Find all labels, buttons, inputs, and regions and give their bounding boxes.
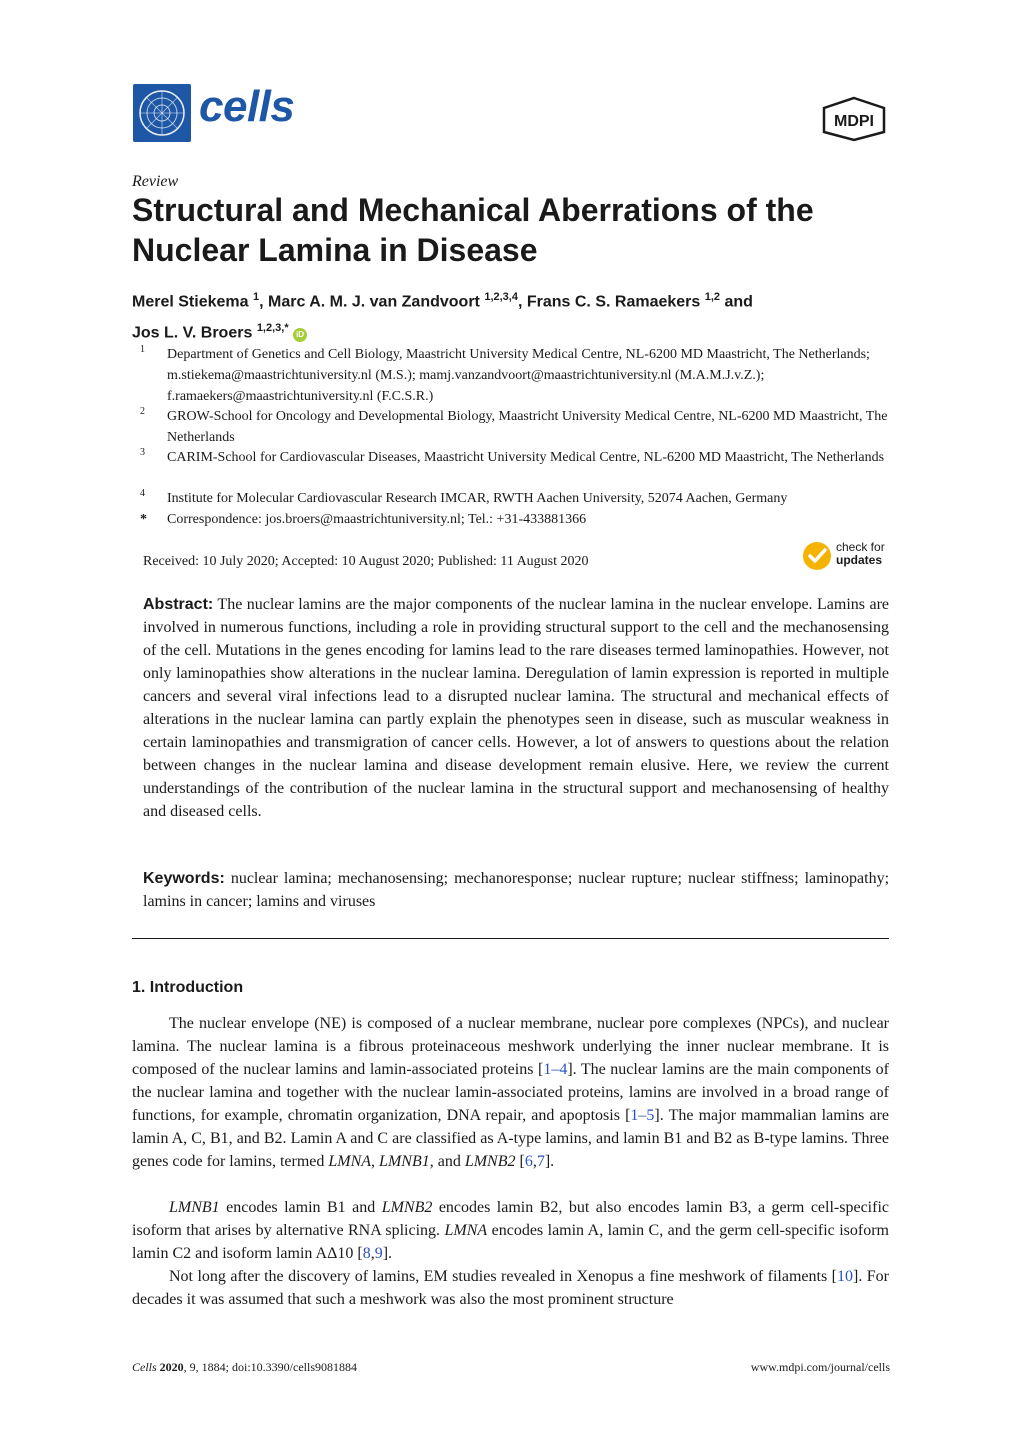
- body-paragraph: [132, 1265, 889, 1311]
- orcid-icon[interactable]: iD: [293, 328, 307, 342]
- footer-doi: , 9, 1884; doi:10.3390/cells9081884: [183, 1360, 357, 1374]
- body-paragraph: [132, 1012, 889, 1173]
- gene-name: LMNB2: [464, 1153, 516, 1170]
- paragraph-text: ,: [371, 1153, 380, 1170]
- gene-name: LMNA: [328, 1153, 372, 1170]
- paragraph-text: ,: [532, 1153, 537, 1170]
- author-list: Merel Stiekema $^1$, Marc A. M. J. van Zandvoort $^{1,2,3,4}$, Frans C. S. Ramaekers $^{1,2}$ and Jos L. V. Broers $^{1,2,3,*}$ iD: [132, 291, 753, 342]
- author-affiliation-sup: 1,2,3,*: [256, 322, 289, 335]
- author-name[interactable]: Marc A. M. J. van Zandvoort: [267, 293, 480, 311]
- author-name[interactable]: Jos L. V. Broers: [132, 324, 253, 342]
- paragraph-text: The nuclear envelope (NE) is composed of a nuclear membrane, nuclear pore complexes (NPCs), and nuclear lamina. The nuclear lamina is a fibrous proteinaceous meshwork underlying the inner nuclear membrane. It is composed of the nuclear lamins and lamin-associated proteins [: [132, 1015, 889, 1078]
- paragraph-text: Not long after the discovery of lamins, EM studies revealed in Xenopus a fine meshwork of filaments [: [169, 1268, 837, 1285]
- affiliation-text: Institute for Molecular Cardiovascular Research IMCAR, RWTH Aachen University, 52074 Aachen, Germany: [167, 491, 788, 506]
- section-heading: 1. Introduction: [132, 979, 244, 996]
- abstract-label: Abstract:: [143, 596, 214, 613]
- author-affiliation-sup: 1,2,3,4: [484, 291, 518, 303]
- gene-name: LMNA: [444, 1222, 488, 1239]
- affiliation-item: [140, 488, 890, 509]
- check-updates-label[interactable]: [836, 541, 885, 567]
- paragraph-text: [: [515, 1153, 525, 1170]
- citation-link[interactable]: 10: [836, 1268, 853, 1285]
- citation-link[interactable]: 8: [362, 1245, 371, 1262]
- article-type: Review: [132, 173, 179, 190]
- paragraph-text: ]. The major mammalian lamins are lamin A, C, B1, and B2. Lamin A and C are classified as A-type lamins, and lamin B1 and B2 as B-type lamins. Three genes code for lamins, termed: [132, 1107, 889, 1170]
- affiliation-text: CARIM-School for Cardiovascular Diseases, Maastricht University Medical Centre, NL-6200 MD Maastricht, The Netherlands: [167, 450, 885, 465]
- affiliation-text: Correspondence: jos.broers@maastrichtuniversity.nl; Tel.: +31-433881366: [167, 512, 587, 527]
- affiliation-item: [140, 447, 890, 489]
- author-name[interactable]: Merel Stiekema: [132, 293, 249, 311]
- paragraph-text: ]. For decades it was assumed that such a meshwork was also the most prominent structure: [132, 1268, 889, 1308]
- paragraph-text: ,: [370, 1245, 375, 1262]
- paragraph-text: encodes lamin A, lamin C, and the germ cell-specific isoform lamin C2 and isoform lamin AΔ10 [: [132, 1222, 889, 1262]
- check-updates-line1: check for: [836, 540, 885, 554]
- gene-name: LMNB1: [379, 1153, 430, 1170]
- keywords: [143, 867, 889, 913]
- citation-link[interactable]: 7: [536, 1153, 545, 1170]
- page-title: Structural and Mechanical Aberrations of the Nuclear Lamina in Disease: [132, 192, 814, 268]
- paragraph-text: ]. The nuclear lamins are the main components of the nuclear lamina and together with the nuclear lamin-associated proteins, lamins are involved in a broad range of functions, for example, chromatin organization, DNA repair, and apoptosis [: [132, 1061, 890, 1124]
- affiliation-number: 1: [140, 344, 145, 355]
- author-affiliation-sup: 1,2: [704, 291, 721, 303]
- body-paragraph: [132, 1196, 889, 1265]
- affiliation-text: Department of Genetics and Cell Biology, Maastricht University Medical Centre, NL-6200 MD Maastricht, The Netherlands; m.stiekema@maastrichtuniversity.nl (M.S.); mamj.vanzandvoort@maastrichtuniversity.nl (M.A.M.J.v.Z.); f.ramaekers@maastrichtuniversity.nl (F.C.S.R.): [167, 347, 870, 404]
- affiliation-number: 2: [140, 406, 145, 417]
- affiliation-item: [140, 406, 890, 448]
- affiliation-number: 3: [140, 447, 145, 458]
- journal-url[interactable]: www.mdpi.com/journal/cells: [750, 1360, 890, 1374]
- journal-name: cells: [199, 82, 295, 131]
- publisher-name: MDPI: [834, 113, 874, 130]
- citation-link[interactable]: 9: [374, 1245, 383, 1262]
- publication-dates: Received: 10 July 2020; Accepted: 10 August 2020; Published: 11 August 2020: [143, 554, 589, 569]
- citation-footer: [132, 1360, 357, 1375]
- gene-name: LMNB1: [169, 1199, 220, 1216]
- gene-name: LMNB2: [381, 1199, 433, 1216]
- paragraph-text: encodes lamin B2, but also encodes lamin B3, a germ cell-specific isoform that arises by alternative RNA splicing.: [132, 1199, 889, 1239]
- paragraph-text: , and: [429, 1153, 465, 1170]
- affiliation-number: *: [140, 512, 147, 527]
- check-updates-line2: updates: [836, 553, 883, 567]
- author-conjunction: and: [724, 293, 753, 311]
- abstract: [143, 593, 889, 823]
- affiliation-text: GROW-School for Oncology and Developmental Biology, Maastricht University Medical Centre, NL-6200 MD Maastricht, The Netherlands: [167, 409, 888, 445]
- keywords-label: Keywords:: [143, 870, 225, 887]
- affiliation-number: 4: [140, 488, 145, 499]
- divider: [132, 938, 889, 939]
- mdpi-logo: [820, 96, 888, 142]
- correspondence: [140, 509, 890, 530]
- journal-logo-icon: [133, 84, 191, 142]
- footer-journal: Cells: [132, 1360, 157, 1374]
- author-affiliation-sup: 1: [252, 291, 260, 303]
- affiliation-item: [140, 344, 890, 406]
- citation-link[interactable]: 1–4: [543, 1061, 568, 1078]
- paragraph-text: ].: [544, 1153, 555, 1170]
- paragraph-text: encodes lamin B1 and: [219, 1199, 382, 1216]
- keywords-text: nuclear lamina; mechanosensing; mechanoresponse; nuclear rupture; nuclear stiffness; laminopathy; lamins in cancer; lamins and viruses: [143, 870, 890, 910]
- author-name[interactable]: Frans C. S. Ramaekers: [526, 293, 701, 311]
- paragraph-text: ].: [382, 1245, 393, 1262]
- check-updates-icon: [802, 540, 834, 572]
- footer-year: 2020: [159, 1360, 184, 1374]
- citation-link[interactable]: 6: [524, 1153, 533, 1170]
- citation-link[interactable]: 1–5: [630, 1107, 655, 1124]
- abstract-text: The nuclear lamins are the major components of the nuclear lamina in the nuclear envelope. Lamins are involved in numerous functions, including a role in providing structural support to the cell and the mechanosensing of the cell. Mutations in the genes encoding for lamins lead to the rare diseases termed laminopathies. However, not only laminopathies show alterations in the nuclear lamina. Deregulation of lamin expression is reported in multiple cancers and several viral infections lead to a disrupted nuclear lamina. The structural and mechanical effects of alterations in the nuclear lamina can partly explain the phenotypes seen in disease, such as muscular weakness in certain laminopathies and transmigration of cancer cells. However, a lot of answers to questions about the relation between changes in the nuclear lamina and disease development remain elusive. Here, we review the current understandings of the contribution of the nuclear lamina in the structural support and mechanosensing of healthy and diseased cells.: [143, 596, 890, 820]
